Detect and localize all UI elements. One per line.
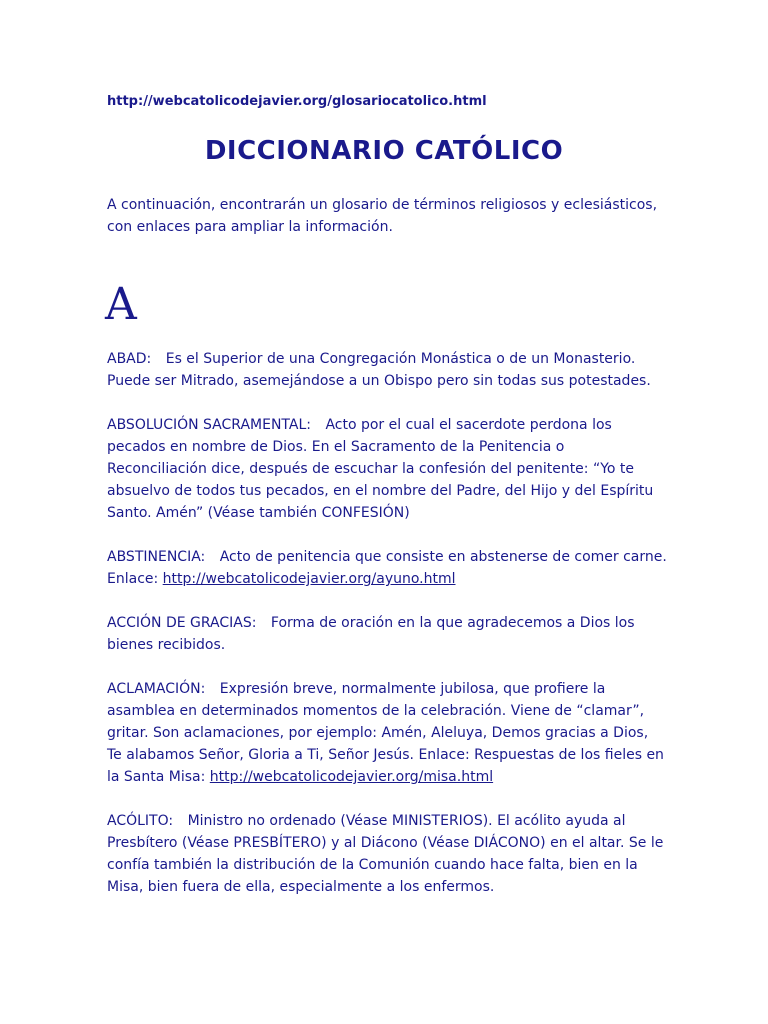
glossary-entry <box>107 678 667 788</box>
entry-term: ABSTINENCIA: <box>107 549 206 565</box>
entry-definition: Acto de penitencia que consiste en abstenerse de comer carne. Enlace: <box>107 549 667 587</box>
entry-term: ABSOLUCIÓN SACRAMENTAL: <box>107 417 311 433</box>
glossary-entry <box>107 612 667 656</box>
glossary-entry <box>107 546 667 590</box>
entry-term: ACCIÓN DE GRACIAS: <box>107 615 257 631</box>
page-title: DICCIONARIO CATÓLICO <box>204 136 564 166</box>
entry-definition: Acto por el cual el sacerdote perdona los pecados en nombre de Dios. En el Sacramento de la Penitencia o Reconciliación dice, después de escuchar la confesión del penitente: “Yo te absuelvo de todos tus pecados, en el nombre del Padre, del Hijo y del Espíritu Santo. Amén” (Véase también CONFESIÓN) <box>107 417 654 521</box>
entry-definition: Forma de oración en la que agradecemos a Dios los bienes recibidos. <box>107 615 635 653</box>
entry-definition: Expresión breve, normalmente jubilosa, que profiere la asamblea en determinados momentos de la celebración. Viene de “clamar”, gritar. Son aclamaciones, por ejemplo: Amén, Aleluya, Demos gracias a Dios, Te alabamos Señor, Gloria a Ti, Señor Jesús. Enlace: Respuestas de los fieles en la Santa Misa: <box>107 681 664 785</box>
entry-definition: Ministro no ordenado (Véase MINISTERIOS). El acólito ayuda al Presbítero (Véase PRESBÍTERO) y al Diácono (Véase DIÁCONO) en el altar. Se le confía también la distribución de la Comunión cuando hace falta, bien en la Misa, bien fuera de ella, especialmente a los enfermos. <box>107 813 664 895</box>
entry-term: ABAD: <box>107 351 152 367</box>
glossary-entry <box>107 810 667 898</box>
entry-term: ACLAMACIÓN: <box>107 681 206 697</box>
entry-term: ACÓLITO: <box>107 813 174 829</box>
intro-paragraph: A continuación, encontrarán un glosario de términos religiosos y eclesiásticos, con enlaces para ampliar la información. <box>107 197 658 235</box>
entry-link[interactable]: http://webcatolicodejavier.org/misa.html <box>209 769 494 785</box>
entry-link[interactable]: http://webcatolicodejavier.org/ayuno.html <box>162 571 456 587</box>
section-letter: A <box>105 279 137 330</box>
entry-definition: Es el Superior de una Congregación Monástica o de un Monasterio. Puede ser Mitrado, asemejándose a un Obispo pero sin todas sus potestades. <box>107 351 651 389</box>
glossary-entry <box>107 414 667 524</box>
glossary-entry <box>107 348 667 392</box>
glossary-entries <box>107 348 667 920</box>
source-url: http://webcatolicodejavier.org/glosariocatolico.html <box>107 94 487 109</box>
